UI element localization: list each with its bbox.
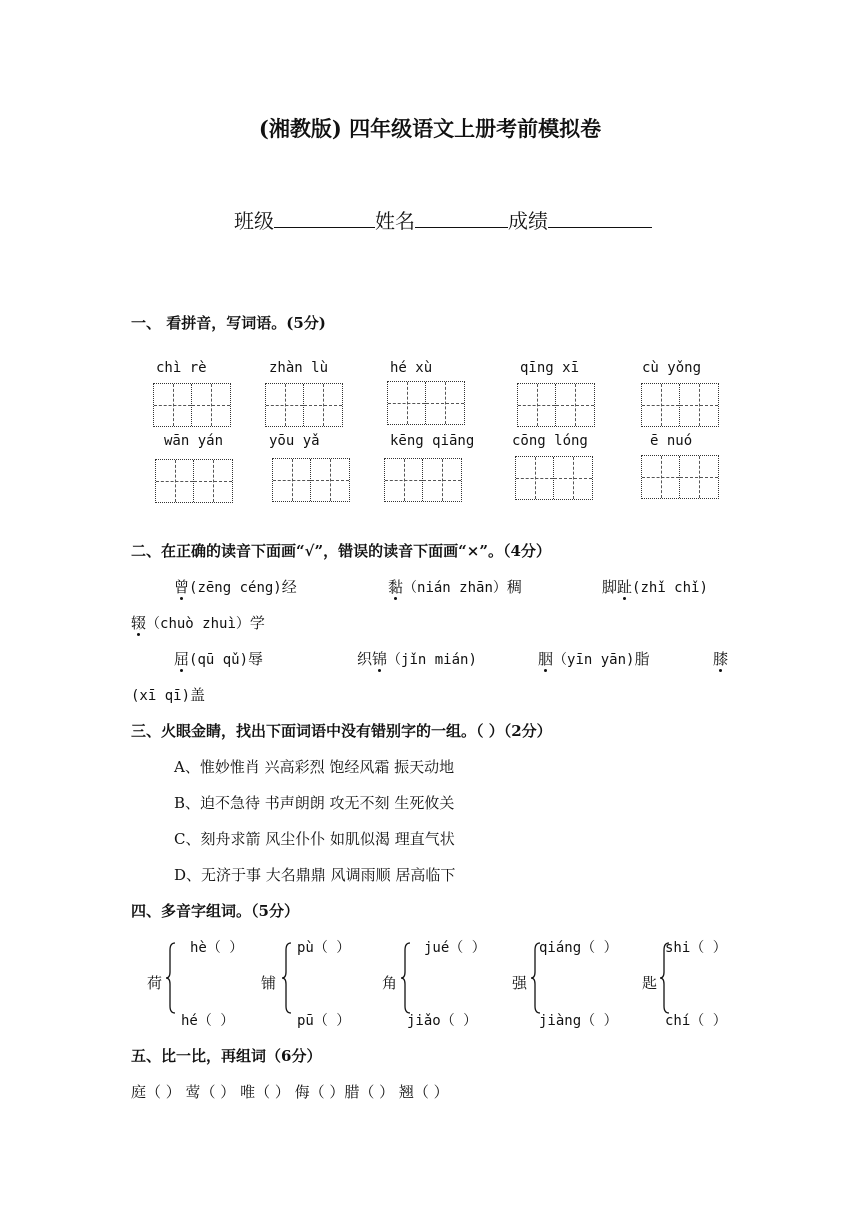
section-5-heading: 五、比一比，再组词（6分）: [131, 1047, 322, 1065]
polyphone-3-top[interactable]: jué（ ）: [424, 940, 486, 956]
polyphone-2-top[interactable]: pù（ ）: [297, 940, 351, 956]
compare-words-line[interactable]: 庭（ ） 莺（ ） 唯（ ） 侮（ ）腊（ ） 翘（ ）: [131, 1083, 449, 1101]
student-info-line: [234, 205, 652, 234]
pinyin-8: kēng qiāng: [390, 433, 475, 449]
option-d[interactable]: D、无济于事 大名鼎鼎 风调雨顺 居高临下: [174, 866, 456, 884]
score-label: 成绩: [508, 209, 548, 233]
writing-grid-5[interactable]: [641, 383, 719, 427]
polyphone-char-2: 铺: [261, 974, 277, 992]
polyphone-3-bottom[interactable]: jiǎo（ ）: [407, 1013, 478, 1029]
pinyin-10: ē nuó: [650, 433, 693, 449]
polyphone-4-bottom[interactable]: jiàng（ ）: [539, 1013, 618, 1029]
option-a[interactable]: A、惟妙惟肖 兴高彩烈 饱经风霜 振天动地: [174, 758, 455, 776]
brace-2: [282, 942, 292, 1014]
polyphone-2-bottom[interactable]: pū（ ）: [297, 1013, 351, 1029]
item-2-8-cont[interactable]: (xī qī)盖: [131, 686, 206, 704]
item-2-6[interactable]: 织锦（jǐn mián): [357, 650, 477, 668]
polyphone-char-3: 角: [382, 974, 398, 992]
section-4-heading: 四、多音字组词。（5分）: [131, 902, 299, 920]
polyphone-char-1: 荷: [147, 974, 163, 992]
section-3-heading: 三、火眼金睛，找出下面词语中没有错别字的一组。（ ）（2分）: [131, 722, 552, 740]
name-label: 姓名: [375, 209, 415, 233]
pinyin-6: wān yán: [164, 433, 224, 449]
item-2-7[interactable]: 胭（yīn yān)脂: [538, 650, 650, 668]
polyphone-1-bottom[interactable]: hé（ ）: [181, 1013, 235, 1029]
polyphone-5-top[interactable]: shi（ ）: [665, 940, 727, 956]
writing-grid-7[interactable]: [272, 458, 350, 502]
writing-grid-3[interactable]: [387, 381, 465, 425]
pinyin-2: zhàn lù: [269, 360, 329, 376]
writing-grid-9[interactable]: [515, 456, 593, 500]
polyphone-char-4: 强: [512, 974, 528, 992]
polyphone-5-bottom[interactable]: chí（ ）: [665, 1013, 727, 1029]
pinyin-9: cōng lóng: [512, 433, 588, 449]
name-blank[interactable]: [415, 209, 508, 228]
item-2-8[interactable]: 膝: [713, 650, 729, 668]
class-blank[interactable]: [274, 209, 375, 228]
item-2-1[interactable]: 曾(zēng céng)经: [174, 578, 297, 596]
writing-grid-1[interactable]: [153, 383, 231, 427]
pinyin-1: chì rè: [156, 360, 207, 376]
writing-grid-8[interactable]: [384, 458, 462, 502]
option-b[interactable]: B、迫不急待 书声朗朗 攻无不刻 生死攸关: [174, 794, 455, 812]
brace-3: [401, 942, 411, 1014]
page-title: (湘教版) 四年级语文上册考前模拟卷: [258, 116, 602, 141]
pinyin-4: qīng xī: [520, 360, 580, 376]
pinyin-7: yōu yǎ: [269, 433, 320, 449]
section-1-heading: 一、 看拼音，写词语。(5分): [131, 314, 326, 332]
polyphone-char-5: 匙: [642, 974, 658, 992]
item-2-5[interactable]: 屈(qū qǔ)辱: [174, 650, 264, 668]
writing-grid-6[interactable]: [155, 459, 233, 503]
brace-1: [166, 942, 176, 1014]
polyphone-4-top[interactable]: qiáng（ ）: [539, 940, 618, 956]
option-c[interactable]: C、刻舟求箭 风尘仆仆 如肌似渴 理直气状: [174, 830, 455, 848]
writing-grid-10[interactable]: [641, 455, 719, 499]
class-label: 班级: [234, 209, 274, 233]
item-2-3[interactable]: 脚趾(zhǐ chǐ): [602, 578, 708, 596]
score-blank[interactable]: [548, 209, 652, 228]
section-2-heading: 二、在正确的读音下面画“√”，错误的读音下面画“×”。（4分）: [131, 542, 551, 560]
pinyin-3: hé xù: [390, 360, 433, 376]
item-2-2[interactable]: 黏（nián zhān）稠: [388, 578, 522, 596]
pinyin-5: cù yǒng: [642, 360, 702, 376]
writing-grid-2[interactable]: [265, 383, 343, 427]
item-2-4[interactable]: 辍（chuò zhuì）学: [131, 614, 265, 632]
writing-grid-4[interactable]: [517, 383, 595, 427]
polyphone-1-top[interactable]: hè（ ）: [190, 940, 244, 956]
